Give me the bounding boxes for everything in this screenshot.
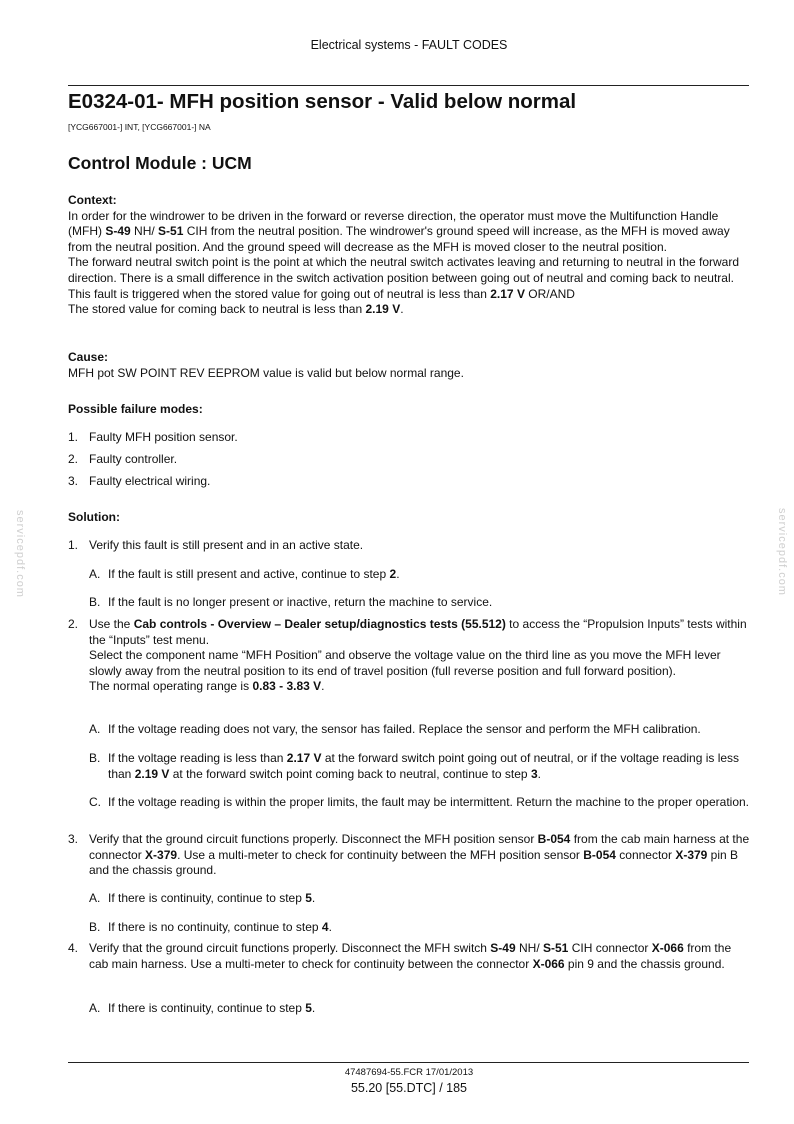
solution-step-2b: B. If the voltage reading is less than 2.17 V at the forward switch point going out of neutral, or if the voltage reading is less than 2.19 V at the forward switch point coming back to neutral, continue to step 3. [89, 751, 740, 781]
context-section [68, 193, 750, 318]
fault-title: E0324-01- MFH position sensor - Valid below normal [68, 90, 577, 113]
solution-step-3: 3. Verify that the ground circuit functions properly. Disconnect the MFH position sensor B-054 from the cab main harness at the connector X-379. Use a multi-meter to check for continuity between the MFH position sensor B-054 connector X-379 pin B and the chassis ground. [68, 832, 750, 878]
solution-step-1b: B. If the fault is no longer present or inactive, return the machine to service. [89, 595, 493, 609]
failure-mode-item: 1. Faulty MFH position sensor. [68, 430, 238, 444]
context-label: Context: [68, 193, 117, 207]
watermark-left: servicepdf.com [14, 510, 26, 598]
failure-mode-item: 3. Faulty electrical wiring. [68, 474, 211, 488]
solution-step-3a: A. If there is continuity, continue to step 5. [89, 891, 316, 905]
solution-step-2: 2. Use the Cab controls - Overview – Dealer setup/diagnostics tests (55.512) to access the “Propulsion Inputs” tests within the “Inputs” test menu. Select the component name “MFH Position” and observe the voltage value on the third line as you move the MFH lever slowly away from the neutral position to its end of travel position (full reverse position and full forward position). The normal operating range is 0.83 - 3.83 V. [68, 617, 747, 694]
solution-step-2c: C. If the voltage reading is within the proper limits, the fault may be intermittent. Return the machine to the proper operation. [89, 795, 750, 809]
solution-step-1a: A. If the fault is still present and active, continue to step 2. [89, 567, 400, 581]
page-number: 55.20 [55.DTC] / 185 [350, 1081, 468, 1095]
context-paragraph-3: The stored value for coming back to neutral is less than 2.19 V. [68, 302, 404, 317]
page-header-title: Electrical systems - FAULT CODES [310, 38, 508, 52]
solution-step-2a: A. If the voltage reading does not vary, the sensor has failed. Replace the sensor and perform the MFH calibration. [89, 722, 701, 736]
footer-doc-ref: 47487694-55.FCR 17/01/2013 [344, 1067, 474, 1078]
failure-modes-label: Possible failure modes: [68, 402, 203, 416]
failure-mode-item: 2. Faulty controller. [68, 452, 178, 466]
cause-text: MFH pot SW POINT REV EEPROM value is valid but below normal range. [68, 365, 464, 380]
solution-label: Solution: [68, 510, 120, 524]
solution-step-4a: A. If there is continuity, continue to step 5. [89, 1001, 316, 1015]
footer-rule [68, 1062, 749, 1063]
solution-step-4: 4. Verify that the ground circuit functions properly. Disconnect the MFH switch S-49 NH/ S-51 CIH connector X-066 from the cab main harness. Use a multi-meter to check for continuity between the connector X-066 pin 9 and the chassis ground. [68, 941, 732, 971]
cause-section [68, 350, 750, 381]
applicability: [YCG667001-] INT, [YCG667001-] NA [68, 122, 211, 132]
module-heading: Control Module : UCM [68, 153, 252, 173]
context-paragraph-1: In order for the windrower to be driven in the forward or reverse direction, the operator must move the Multifunction Handle (MFH) S-49 NH/ S-51 CIH from the neutral position. The windrower's ground speed will increase, as the MFH is moved away from the neutral position. And the ground speed will decrease as the MFH is moved closer to the neutral position. [68, 208, 730, 254]
header-rule [68, 85, 749, 86]
context-paragraph-2: The forward neutral switch point is the point at which the neutral switch activates leaving and returning to neutral in the forward direction. There is a small difference in the switch activation position between going out of neutral and coming back to neutral. This fault is triggered when the stored value for going out of neutral is less than 2.17 V OR/AND [68, 255, 740, 301]
solution-step-1: 1. Verify this fault is still present and in an active state. [68, 538, 364, 552]
watermark-right: servicepdf.com [776, 508, 788, 596]
solution-step-3b: B. If there is no continuity, continue to step 4. [89, 920, 332, 934]
cause-label: Cause: [68, 350, 109, 364]
